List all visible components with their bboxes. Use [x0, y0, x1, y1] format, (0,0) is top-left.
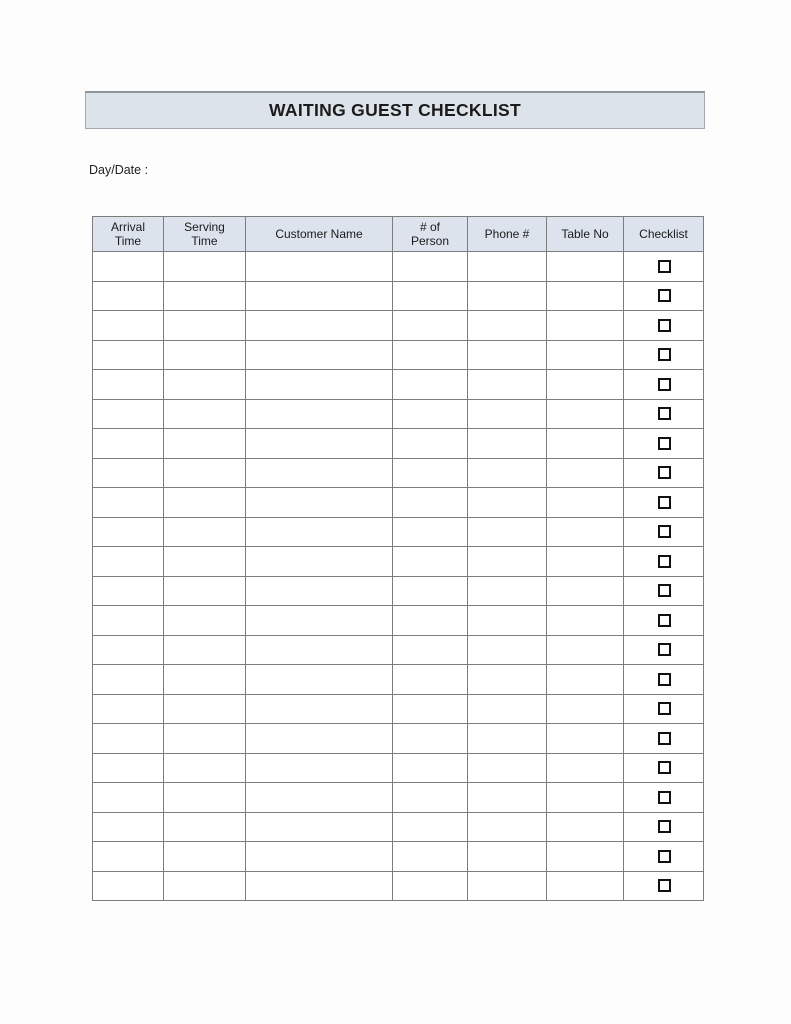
cell-checklist[interactable] — [624, 576, 704, 606]
cell-customer-name[interactable] — [246, 311, 393, 341]
cell-customer-name[interactable] — [246, 665, 393, 695]
table-row — [93, 488, 704, 518]
table-row — [93, 694, 704, 724]
column-header-customer-name — [246, 217, 393, 252]
table-row — [93, 547, 704, 577]
checkbox-icon[interactable] — [658, 673, 671, 686]
column-header-line1: Checklist — [639, 226, 688, 241]
table-header-row — [93, 217, 704, 252]
cell-arrival-time[interactable] — [93, 429, 164, 459]
title-banner — [85, 91, 705, 129]
cell-arrival-time[interactable] — [93, 812, 164, 842]
column-header-table-no — [547, 217, 624, 252]
table-row — [93, 783, 704, 813]
cell-num-persons[interactable] — [393, 753, 468, 783]
cell-customer-name[interactable] — [246, 488, 393, 518]
page-title: WAITING GUEST CHECKLIST — [269, 100, 521, 120]
cell-phone[interactable] — [468, 576, 547, 606]
cell-serving-time[interactable] — [164, 429, 246, 459]
cell-serving-time[interactable] — [164, 252, 246, 282]
cell-phone[interactable] — [468, 281, 547, 311]
cell-checklist[interactable] — [624, 871, 704, 901]
cell-arrival-time[interactable] — [93, 871, 164, 901]
cell-customer-name[interactable] — [246, 842, 393, 872]
table-row — [93, 517, 704, 547]
cell-num-persons[interactable] — [393, 370, 468, 400]
cell-customer-name[interactable] — [246, 370, 393, 400]
cell-table-no[interactable] — [547, 724, 624, 754]
table-row — [93, 370, 704, 400]
checkbox-icon[interactable] — [658, 319, 671, 332]
day-date-label: Day/Date : — [89, 163, 149, 177]
cell-serving-time[interactable] — [164, 281, 246, 311]
cell-table-no[interactable] — [547, 606, 624, 636]
cell-phone[interactable] — [468, 783, 547, 813]
cell-arrival-time[interactable] — [93, 783, 164, 813]
table-body — [93, 252, 704, 901]
cell-num-persons[interactable] — [393, 871, 468, 901]
table-row — [93, 812, 704, 842]
cell-serving-time[interactable] — [164, 547, 246, 577]
cell-arrival-time[interactable] — [93, 665, 164, 695]
cell-arrival-time[interactable] — [93, 576, 164, 606]
table-row — [93, 252, 704, 282]
cell-customer-name[interactable] — [246, 252, 393, 282]
cell-num-persons[interactable] — [393, 606, 468, 636]
cell-table-no[interactable] — [547, 576, 624, 606]
column-header-line2: Person — [410, 234, 450, 248]
column-header-phone — [468, 217, 547, 252]
cell-phone[interactable] — [468, 606, 547, 636]
cell-phone[interactable] — [468, 635, 547, 665]
cell-table-no[interactable] — [547, 311, 624, 341]
cell-num-persons[interactable] — [393, 724, 468, 754]
cell-num-persons[interactable] — [393, 458, 468, 488]
cell-serving-time[interactable] — [164, 370, 246, 400]
table-row — [93, 665, 704, 695]
cell-arrival-time[interactable] — [93, 606, 164, 636]
column-header-line1: Serving — [184, 219, 225, 234]
table-row — [93, 576, 704, 606]
cell-serving-time[interactable] — [164, 488, 246, 518]
column-header-num-persons — [393, 217, 468, 252]
cell-serving-time[interactable] — [164, 340, 246, 370]
cell-num-persons[interactable] — [393, 281, 468, 311]
cell-customer-name[interactable] — [246, 547, 393, 577]
cell-serving-time[interactable] — [164, 871, 246, 901]
cell-num-persons[interactable] — [393, 694, 468, 724]
cell-arrival-time[interactable] — [93, 311, 164, 341]
cell-num-persons[interactable] — [393, 517, 468, 547]
cell-num-persons[interactable] — [393, 665, 468, 695]
column-header-line1: # of — [419, 219, 440, 234]
table-row — [93, 842, 704, 872]
cell-serving-time[interactable] — [164, 606, 246, 636]
checkbox-icon[interactable] — [658, 820, 671, 833]
checkbox-icon[interactable] — [658, 702, 671, 715]
cell-serving-time[interactable] — [164, 576, 246, 606]
cell-customer-name[interactable] — [246, 517, 393, 547]
checkbox-icon[interactable] — [658, 407, 671, 420]
cell-phone[interactable] — [468, 547, 547, 577]
cell-table-no[interactable] — [547, 694, 624, 724]
cell-num-persons[interactable] — [393, 576, 468, 606]
checkbox-icon[interactable] — [658, 437, 671, 450]
column-header-arrival-time — [93, 217, 164, 252]
cell-phone[interactable] — [468, 370, 547, 400]
cell-phone[interactable] — [468, 399, 547, 429]
cell-checklist[interactable] — [624, 753, 704, 783]
cell-table-no[interactable] — [547, 753, 624, 783]
cell-table-no[interactable] — [547, 842, 624, 872]
cell-customer-name[interactable] — [246, 399, 393, 429]
cell-arrival-time[interactable] — [93, 635, 164, 665]
column-header-serving-time — [164, 217, 246, 252]
cell-arrival-time[interactable] — [93, 370, 164, 400]
cell-serving-time[interactable] — [164, 812, 246, 842]
table-row — [93, 311, 704, 341]
cell-serving-time[interactable] — [164, 842, 246, 872]
cell-checklist[interactable] — [624, 842, 704, 872]
cell-table-no[interactable] — [547, 871, 624, 901]
cell-checklist[interactable] — [624, 635, 704, 665]
cell-checklist[interactable] — [624, 370, 704, 400]
checkbox-icon[interactable] — [658, 584, 671, 597]
cell-phone[interactable] — [468, 812, 547, 842]
table-row — [93, 399, 704, 429]
checkbox-icon[interactable] — [658, 525, 671, 538]
cell-num-persons[interactable] — [393, 429, 468, 459]
cell-checklist[interactable] — [624, 281, 704, 311]
cell-arrival-time[interactable] — [93, 753, 164, 783]
table-row — [93, 606, 704, 636]
cell-arrival-time[interactable] — [93, 252, 164, 282]
checkbox-icon[interactable] — [658, 614, 671, 627]
cell-phone[interactable] — [468, 517, 547, 547]
table-row — [93, 753, 704, 783]
cell-customer-name[interactable] — [246, 340, 393, 370]
cell-phone[interactable] — [468, 694, 547, 724]
cell-serving-time[interactable] — [164, 517, 246, 547]
cell-customer-name[interactable] — [246, 753, 393, 783]
cell-customer-name[interactable] — [246, 812, 393, 842]
cell-arrival-time[interactable] — [93, 694, 164, 724]
cell-customer-name[interactable] — [246, 694, 393, 724]
cell-table-no[interactable] — [547, 340, 624, 370]
cell-checklist[interactable] — [624, 488, 704, 518]
cell-table-no[interactable] — [547, 783, 624, 813]
cell-serving-time[interactable] — [164, 783, 246, 813]
checkbox-icon[interactable] — [658, 643, 671, 656]
cell-num-persons[interactable] — [393, 340, 468, 370]
table-row — [93, 871, 704, 901]
cell-serving-time[interactable] — [164, 694, 246, 724]
checkbox-icon[interactable] — [658, 555, 671, 568]
cell-checklist[interactable] — [624, 399, 704, 429]
cell-phone[interactable] — [468, 665, 547, 695]
checkbox-icon[interactable] — [658, 348, 671, 361]
cell-table-no[interactable] — [547, 370, 624, 400]
checkbox-icon[interactable] — [658, 879, 671, 892]
cell-checklist[interactable] — [624, 311, 704, 341]
cell-table-no[interactable] — [547, 429, 624, 459]
checkbox-icon[interactable] — [658, 791, 671, 804]
cell-num-persons[interactable] — [393, 399, 468, 429]
cell-table-no[interactable] — [547, 812, 624, 842]
table-row — [93, 635, 704, 665]
cell-customer-name[interactable] — [246, 429, 393, 459]
cell-customer-name[interactable] — [246, 458, 393, 488]
cell-customer-name[interactable] — [246, 576, 393, 606]
cell-phone[interactable] — [468, 724, 547, 754]
cell-table-no[interactable] — [547, 281, 624, 311]
cell-checklist[interactable] — [624, 812, 704, 842]
cell-arrival-time[interactable] — [93, 517, 164, 547]
cell-customer-name[interactable] — [246, 606, 393, 636]
table-row — [93, 724, 704, 754]
cell-serving-time[interactable] — [164, 635, 246, 665]
cell-checklist[interactable] — [624, 458, 704, 488]
cell-serving-time[interactable] — [164, 724, 246, 754]
checkbox-icon[interactable] — [658, 378, 671, 391]
cell-checklist[interactable] — [624, 665, 704, 695]
cell-arrival-time[interactable] — [93, 340, 164, 370]
cell-customer-name[interactable] — [246, 724, 393, 754]
checkbox-icon[interactable] — [658, 496, 671, 509]
cell-customer-name[interactable] — [246, 871, 393, 901]
table-header — [93, 217, 704, 252]
cell-table-no[interactable] — [547, 665, 624, 695]
column-header-line2: Time — [114, 234, 142, 248]
column-header-line1: Table No — [561, 226, 609, 241]
cell-customer-name[interactable] — [246, 635, 393, 665]
cell-num-persons[interactable] — [393, 311, 468, 341]
cell-serving-time[interactable] — [164, 399, 246, 429]
column-header-checklist — [624, 217, 704, 252]
cell-serving-time[interactable] — [164, 311, 246, 341]
cell-arrival-time[interactable] — [93, 488, 164, 518]
cell-arrival-time[interactable] — [93, 547, 164, 577]
cell-arrival-time[interactable] — [93, 458, 164, 488]
cell-phone[interactable] — [468, 458, 547, 488]
cell-checklist[interactable] — [624, 340, 704, 370]
cell-arrival-time[interactable] — [93, 724, 164, 754]
cell-checklist[interactable] — [624, 694, 704, 724]
cell-phone[interactable] — [468, 753, 547, 783]
cell-phone[interactable] — [468, 252, 547, 282]
cell-customer-name[interactable] — [246, 783, 393, 813]
cell-num-persons[interactable] — [393, 252, 468, 282]
cell-phone[interactable] — [468, 429, 547, 459]
cell-checklist[interactable] — [624, 783, 704, 813]
cell-table-no[interactable] — [547, 517, 624, 547]
cell-num-persons[interactable] — [393, 812, 468, 842]
column-header-line1: Arrival — [110, 219, 145, 234]
checkbox-icon[interactable] — [658, 850, 671, 863]
cell-table-no[interactable] — [547, 547, 624, 577]
cell-num-persons[interactable] — [393, 488, 468, 518]
cell-table-no[interactable] — [547, 458, 624, 488]
column-header-line1: Phone # — [484, 226, 530, 241]
cell-serving-time[interactable] — [164, 665, 246, 695]
cell-phone[interactable] — [468, 311, 547, 341]
cell-table-no[interactable] — [547, 399, 624, 429]
cell-num-persons[interactable] — [393, 547, 468, 577]
cell-table-no[interactable] — [547, 252, 624, 282]
cell-num-persons[interactable] — [393, 842, 468, 872]
cell-phone[interactable] — [468, 871, 547, 901]
checkbox-icon[interactable] — [658, 761, 671, 774]
cell-phone[interactable] — [468, 340, 547, 370]
cell-checklist[interactable] — [624, 606, 704, 636]
cell-customer-name[interactable] — [246, 281, 393, 311]
cell-checklist[interactable] — [624, 517, 704, 547]
table-row — [93, 458, 704, 488]
checkbox-icon[interactable] — [658, 260, 671, 273]
cell-table-no[interactable] — [547, 488, 624, 518]
cell-arrival-time[interactable] — [93, 281, 164, 311]
checkbox-icon[interactable] — [658, 289, 671, 302]
checkbox-icon[interactable] — [658, 466, 671, 479]
cell-arrival-time[interactable] — [93, 842, 164, 872]
cell-num-persons[interactable] — [393, 783, 468, 813]
cell-arrival-time[interactable] — [93, 399, 164, 429]
cell-phone[interactable] — [468, 842, 547, 872]
table-row — [93, 281, 704, 311]
cell-checklist[interactable] — [624, 724, 704, 754]
checkbox-icon[interactable] — [658, 732, 671, 745]
column-header-line1: Customer Name — [275, 226, 363, 241]
cell-checklist[interactable] — [624, 252, 704, 282]
cell-table-no[interactable] — [547, 635, 624, 665]
cell-serving-time[interactable] — [164, 753, 246, 783]
cell-checklist[interactable] — [624, 547, 704, 577]
cell-num-persons[interactable] — [393, 635, 468, 665]
column-header-line2: Time — [191, 234, 218, 248]
cell-serving-time[interactable] — [164, 458, 246, 488]
cell-phone[interactable] — [468, 488, 547, 518]
table-row — [93, 429, 704, 459]
waiting-guest-table — [92, 216, 704, 901]
table-row — [93, 340, 704, 370]
cell-checklist[interactable] — [624, 429, 704, 459]
